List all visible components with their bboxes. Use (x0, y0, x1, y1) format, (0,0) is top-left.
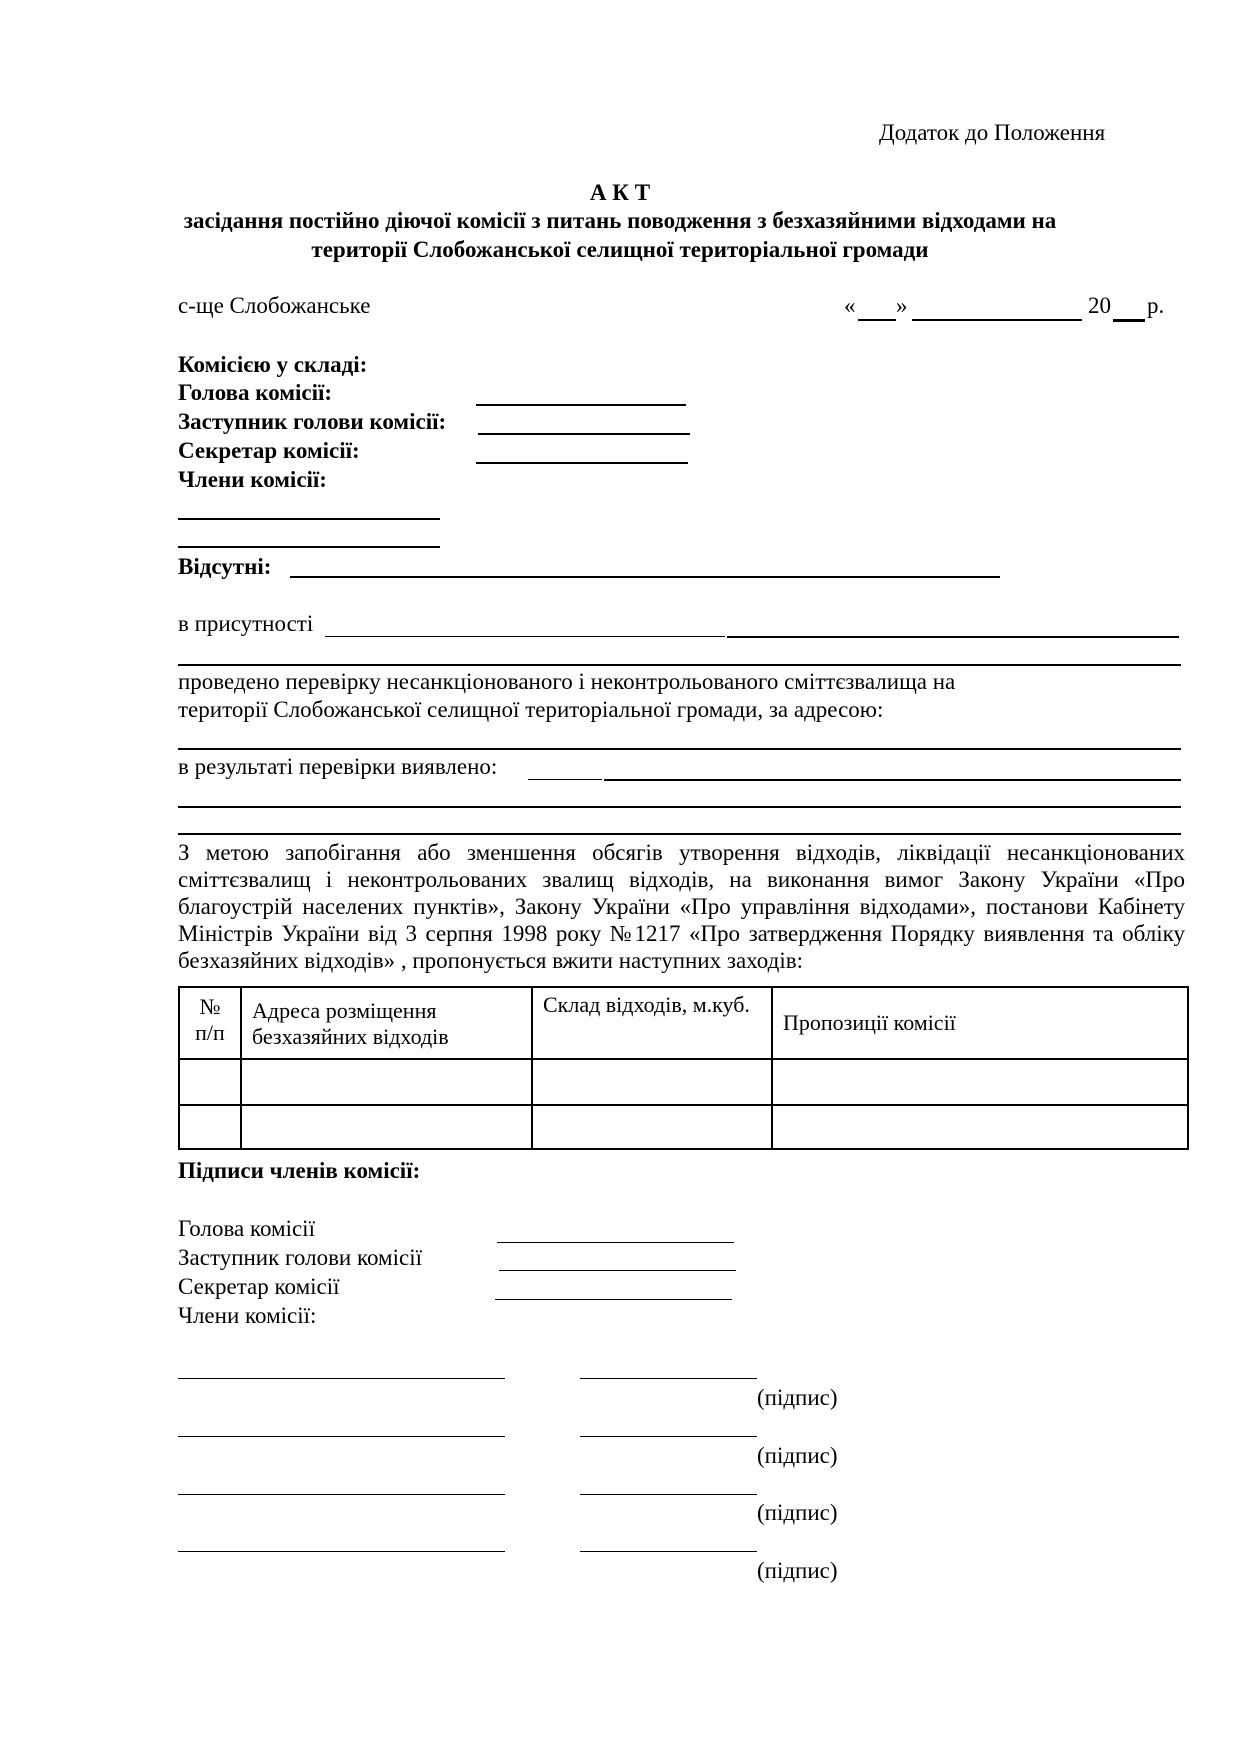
table-cell[interactable] (179, 1059, 241, 1105)
commission-composition-label: Комісією у складі: (178, 352, 368, 377)
table-header-proposals: Пропозиції комісії (772, 987, 1188, 1059)
result-blank-2[interactable] (604, 779, 1181, 781)
date-year-suffix: р. (1147, 293, 1165, 318)
document-subtitle-line-1: засідання постійно діючої комісії з питань поводження з безхазяйними відходами на (183, 208, 1057, 233)
commission-member-blank-2[interactable] (178, 546, 440, 548)
table-row (179, 1059, 1188, 1105)
date-year-blank[interactable] (1113, 319, 1145, 322)
date-quote-open: « (844, 293, 856, 318)
table-header-composition: Склад відходів, м.куб. (532, 987, 772, 1059)
table-row (179, 1105, 1188, 1149)
signature-caption: (підпис) (757, 1500, 838, 1525)
signatures-title: Підписи членів комісії: (178, 1158, 421, 1183)
presence-label: в присутності (178, 611, 314, 636)
address-blank[interactable] (178, 748, 1181, 750)
result-blank-3[interactable] (178, 806, 1181, 808)
table-header-number: № п/п (179, 987, 241, 1059)
table-header-address: Адреса розміщення безхазяйних відходів (241, 987, 532, 1059)
result-blank-4[interactable] (178, 833, 1181, 835)
member-name-blank-3[interactable] (178, 1494, 505, 1495)
document-subtitle-line-2: території Слобожанської селищної територіальної громади (311, 237, 929, 262)
signature-deputy-blank[interactable] (499, 1270, 736, 1271)
absent-label: Відсутні: (178, 554, 272, 579)
signature-secretary-blank[interactable] (495, 1299, 732, 1300)
commission-chair-blank[interactable] (476, 404, 686, 406)
signature-chair-blank[interactable] (497, 1242, 734, 1243)
proposals-table (178, 986, 1189, 1150)
presence-blank-2[interactable] (727, 636, 1179, 638)
document-title: А К Т (589, 180, 651, 205)
date-quote-close: » (896, 293, 908, 318)
result-blank-1[interactable] (528, 779, 602, 780)
member-signature-blank-2[interactable] (580, 1436, 757, 1437)
signature-caption: (підпис) (757, 1443, 838, 1468)
presence-blank-1[interactable] (325, 636, 725, 637)
commission-deputy-blank[interactable] (478, 433, 690, 435)
table-header-row (179, 987, 1188, 1059)
signature-caption: (підпис) (757, 1558, 838, 1583)
date-month-blank[interactable] (912, 319, 1082, 321)
member-name-blank-2[interactable] (178, 1436, 505, 1437)
member-name-blank-4[interactable] (178, 1551, 505, 1552)
commission-member-blank-1[interactable] (178, 518, 440, 520)
signature-members-label: Члени комісії: (178, 1303, 317, 1328)
table-cell[interactable] (772, 1059, 1188, 1105)
commission-secretary-label: Секретар комісії: (178, 438, 360, 463)
date-day-blank[interactable] (858, 319, 896, 321)
member-signature-blank-1[interactable] (580, 1378, 757, 1379)
inspection-text-line-2: території Слобожанської селищної територіальної громади, за адресою: (178, 697, 884, 722)
signature-deputy-label: Заступник голови комісії (178, 1245, 422, 1270)
member-name-blank-1[interactable] (178, 1378, 505, 1379)
member-signature-blank-3[interactable] (580, 1494, 757, 1495)
signature-chair-label: Голова комісії (178, 1216, 315, 1241)
table-cell[interactable] (532, 1105, 772, 1149)
member-signature-blank-4[interactable] (580, 1551, 757, 1552)
signature-secretary-label: Секретар комісії (178, 1274, 340, 1299)
result-label: в результаті перевірки виявлено: (178, 754, 498, 779)
table-cell[interactable] (241, 1059, 532, 1105)
table-cell[interactable] (772, 1105, 1188, 1149)
date-year-prefix: 20 (1088, 293, 1111, 318)
table-cell[interactable] (241, 1105, 532, 1149)
purpose-paragraph: З метою запобігання або зменшення обсягів утворення відходів, ліквідації несанкціонованих сміттєзвалищ і неконтрольованих звалищ відходів, на виконання вимог Закону України «Про благоустрій населених пунктів», Закону України «Про управління відходами», постанови Кабінету Міністрів України від 3 серпня 1998 року №1217 «Про затвердження Порядку виявлення та обліку безхазяйних відходів» , пропонується вжити наступних заходів: (178, 840, 1185, 973)
table-cell[interactable] (532, 1059, 772, 1105)
inspection-text-line-1: проведено перевірку несанкціонованого і неконтрольованого сміттєзвалища на (178, 669, 956, 694)
absent-blank[interactable] (290, 576, 1000, 578)
place-name: с-ще Слобожанське (178, 293, 371, 318)
presence-blank-3[interactable] (178, 664, 1181, 666)
appendix-note: Додаток до Положення (879, 120, 1106, 145)
commission-members-label: Члени комісії: (178, 467, 327, 492)
signature-caption: (підпис) (757, 1385, 838, 1410)
table-cell[interactable] (179, 1105, 241, 1149)
commission-secretary-blank[interactable] (476, 462, 688, 464)
commission-chair-label: Голова комісії: (178, 380, 333, 405)
commission-deputy-label: Заступник голови комісії: (178, 409, 447, 434)
